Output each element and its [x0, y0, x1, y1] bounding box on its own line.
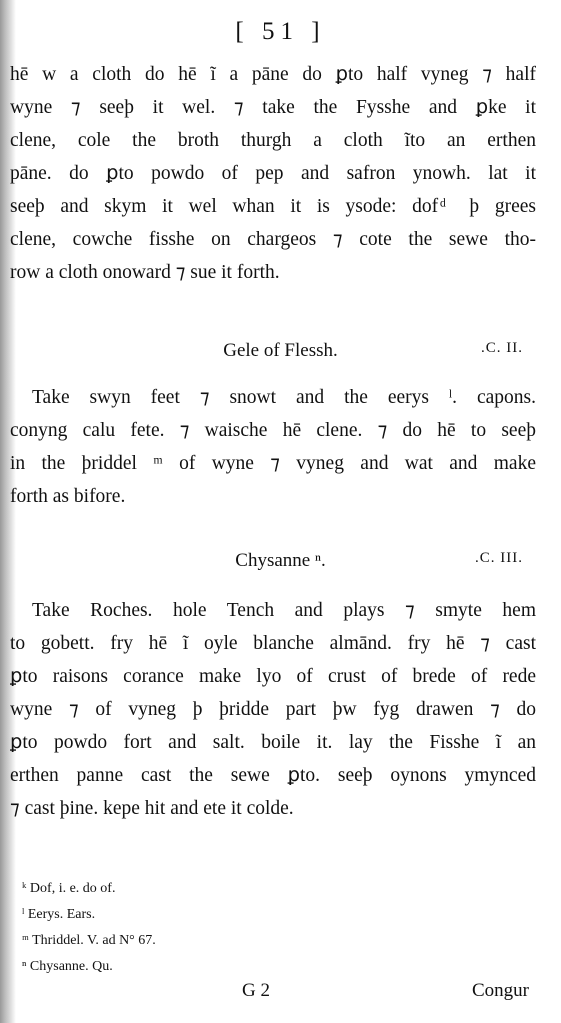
text-line: clene, cowche fisshe on chargeos ⁊ cote the sewe tho-: [10, 229, 536, 250]
footnote: ᵏ Dof, i. e. do of.: [22, 881, 116, 896]
recipe-title: Gele of Flessh.: [223, 340, 338, 361]
footnote: ᵐ Thriddel. V. ad N° 67.: [22, 933, 156, 948]
recipe-title: Chysanne ⁿ.: [235, 550, 326, 571]
intro-paragraph: [10, 58, 536, 289]
footnote: ˡ Eerys. Ears.: [22, 907, 96, 922]
text-line: ⁊ cast þine. kepe hit and ete it colde.: [10, 798, 294, 819]
text-line: Take swyn feet ⁊ snowt and the eerys ˡ. capons.: [32, 387, 536, 408]
recipe-number: .C. III.: [475, 550, 523, 566]
text-line: clene, cole the broth thurgh a cloth ĩto an erthen: [10, 130, 536, 151]
signature-mark: G 2: [242, 980, 270, 1001]
text-line: hē w a cloth do hē ĩ a pāne do ꝑto half vyneg ⁊ half: [10, 64, 536, 85]
recipe-heading-chysanne: [0, 550, 561, 580]
text-line: forth as bifore.: [10, 486, 126, 507]
catchword: Congur: [472, 980, 529, 1001]
text-line: conyng calu fete. ⁊ waische hē clene. ⁊ do hē to seeþ: [10, 420, 536, 441]
recipe-body-chysanne: [10, 594, 536, 825]
text-line: row a cloth onoward ⁊ sue it forth.: [10, 262, 280, 283]
footnote: ⁿ Chysanne. Qu.: [22, 959, 113, 974]
recipe-body-gele: [10, 381, 536, 513]
text-line: ꝑto powdo fort and salt. boile it. lay the Fisshe ĩ an: [10, 732, 536, 753]
text-line: wyne ⁊ of vyneg þ þridde part þw fyg drawen ⁊ do: [10, 699, 536, 720]
text-line: wyne ⁊ seeþ it wel. ⁊ take the Fysshe and ꝑke it: [10, 97, 536, 118]
text-line: in the þriddel ᵐ of wyne ⁊ vyneg and wat and make: [10, 453, 536, 474]
text-line: erthen panne cast the sewe ꝑto. seeþ oynons ymynced: [10, 765, 536, 786]
recipe-number: .C. II.: [481, 340, 523, 356]
footnotes: [22, 876, 422, 980]
recipe-heading-gele: [0, 340, 561, 370]
page-number: [ 51 ]: [235, 18, 326, 45]
text-line: Take Roches. hole Tench and plays ⁊ smyte hem: [32, 600, 536, 621]
text-line: to gobett. fry hē ĩ oyle blanche almānd. fry hē ⁊ cast: [10, 633, 536, 654]
text-line: seeþ and skym it wel whan it is ysode: dof ͩ þ grees: [10, 196, 536, 217]
text-line: ꝑto raisons corance make lyo of crust of brede of rede: [10, 666, 536, 687]
text-line: pāne. do ꝑto powdo of pep and safron ynowh. lat it: [10, 163, 536, 184]
